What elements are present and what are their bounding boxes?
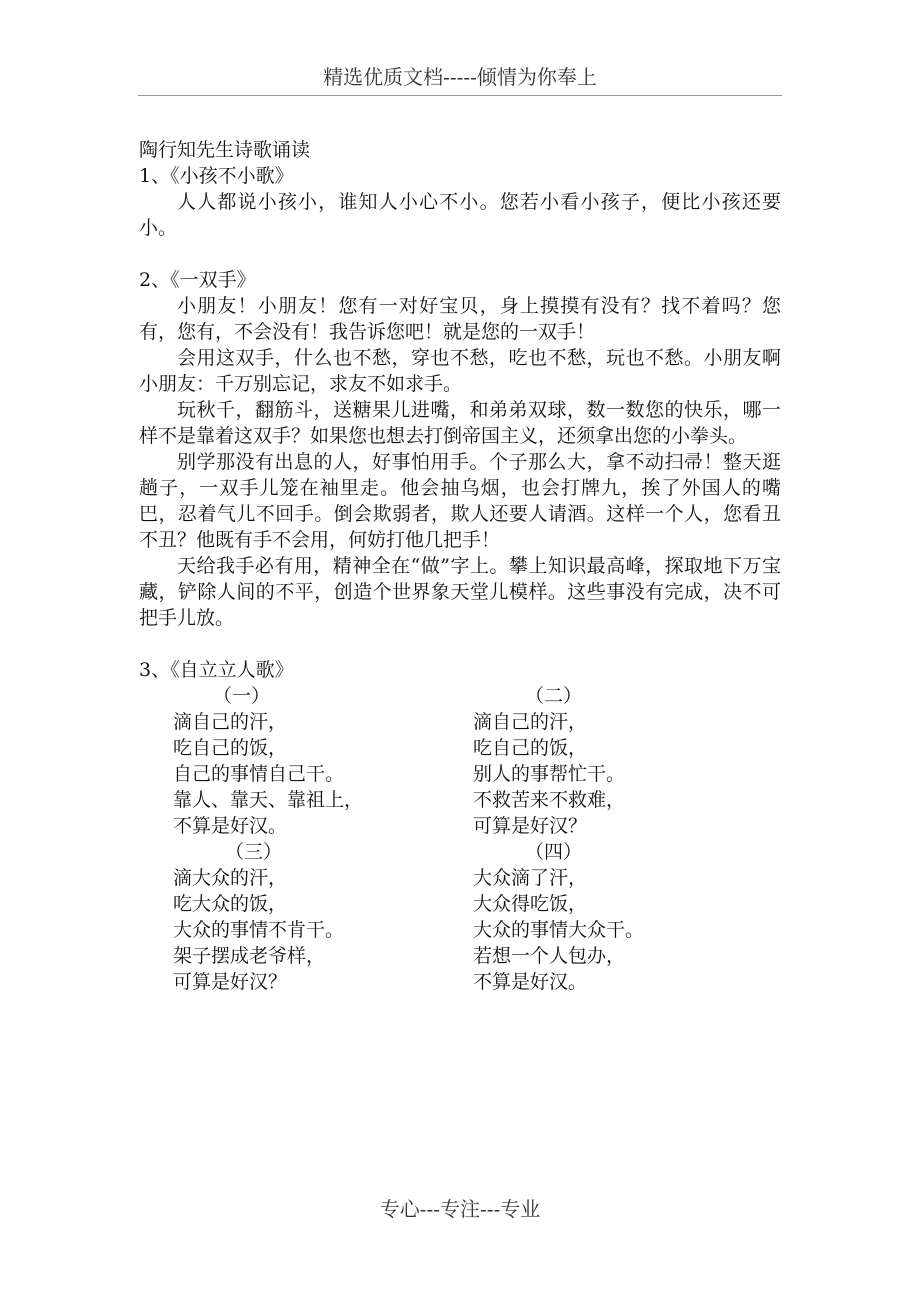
- poem-3-line: 吃大众的饭，: [173, 893, 288, 915]
- poem-4-line: 若想一个人包办，: [473, 945, 626, 967]
- poem-4-line: 大众的事情大众干。: [473, 919, 645, 941]
- section-2-paragraph-3: 玩秋千，翻筋斗，送糖果儿进嘴，和弟弟双球，数一数您的快乐，哪一样不是靠着这双手？如果您也想去打倒帝国主义，还须拿出您的小拳头。: [139, 399, 781, 447]
- spacer: [139, 241, 781, 267]
- section-1-heading: 1、《小孩不小歌》: [139, 165, 294, 187]
- poem-row-labels-1: [139, 683, 781, 709]
- poem-4-line: 不算是好汉。: [473, 971, 588, 993]
- poem-line-row: [139, 969, 781, 995]
- poem-1-line: 靠人、靠天、靠祖上，: [173, 789, 364, 811]
- poem-4-line: 大众得吃饭，: [473, 893, 588, 915]
- poem-2-line: 滴自己的汗，: [473, 711, 588, 733]
- document-title: 陶行知先生诗歌诵读: [139, 139, 311, 161]
- poem-4-label: （四）: [525, 841, 583, 863]
- poem-2-label: （二）: [525, 685, 583, 707]
- poem-1-line: 不算是好汉。: [173, 815, 288, 837]
- poem-2-line: 别人的事帮忙干。: [473, 763, 626, 785]
- poem-line-row: [139, 735, 781, 761]
- section-2-heading: 2、《一双手》: [139, 269, 256, 291]
- page-header: 精选优质文档-----倾情为你奉上: [323, 65, 597, 89]
- poem-4-line: 大众滴了汗，: [473, 867, 588, 889]
- poem-row-labels-2: [139, 839, 781, 865]
- section-2-paragraph-5: 天给我手必有用，精神全在“做”字上。攀上知识最高峰，探取地下万宝藏，铲除人间的不平，创造个世界象天堂儿模样。这些事没有完成，决不可把手儿放。: [139, 555, 781, 629]
- poem-1-line: 自己的事情自己干。: [173, 763, 345, 785]
- poem-line-row: [139, 709, 781, 735]
- poem-line-row: [139, 865, 781, 891]
- section-2-paragraph-1: 小朋友！小朋友！您有一对好宝贝，身上摸摸有没有？找不着吗？您有，您有，不会没有！我告诉您吧！就是您的一双手！: [139, 295, 781, 343]
- section-3-heading: 3、《自立立人歌》: [139, 659, 294, 681]
- poem-line-row: [139, 943, 781, 969]
- poem-3-line: 可算是好汉？: [173, 971, 288, 993]
- poem-line-row: [139, 787, 781, 813]
- poem-3-label: （三）: [225, 841, 283, 863]
- poem-line-row: [139, 891, 781, 917]
- poem-line-row: [139, 761, 781, 787]
- poem-1-line: 滴自己的汗，: [173, 711, 288, 733]
- header-divider: [138, 95, 782, 96]
- section-1-paragraph: 人人都说小孩小，谁知人小心不小。您若小看小孩子，便比小孩还要小。: [139, 191, 781, 239]
- section-2-paragraph-2: 会用这双手，什么也不愁，穿也不愁，吃也不愁，玩也不愁。小朋友啊小朋友：千万别忘记，求友不如求手。: [139, 347, 781, 395]
- poem-3-line: 架子摆成老爷样，: [173, 945, 326, 967]
- poem-2-line: 吃自己的饭，: [473, 737, 588, 759]
- poem-2-line: 不救苦来不救难，: [473, 789, 626, 811]
- poem-1-label: （一）: [213, 685, 271, 707]
- document-body: [139, 137, 781, 995]
- poem-3-line: 大众的事情不肯干。: [173, 919, 345, 941]
- page-footer: 专心---专注---专业: [379, 1197, 541, 1221]
- poem-3-line: 滴大众的汗，: [173, 867, 288, 889]
- spacer: [139, 631, 781, 657]
- poem-2-line: 可算是好汉？: [473, 815, 588, 837]
- poem-line-row: [139, 813, 781, 839]
- poem-line-row: [139, 917, 781, 943]
- poem-1-line: 吃自己的饭，: [173, 737, 288, 759]
- section-2-paragraph-4: 别学那没有出息的人，好事怕用手。个子那么大，拿不动扫帚！整天逛趟子，一双手儿笼在袖里走。他会抽乌烟，也会打牌九，挨了外国人的嘴巴，忍着气儿不回手。倒会欺弱者，欺人还要人请酒。这样一个人，您看丑不丑？他既有手不会用，何妨打他几把手！: [139, 451, 781, 551]
